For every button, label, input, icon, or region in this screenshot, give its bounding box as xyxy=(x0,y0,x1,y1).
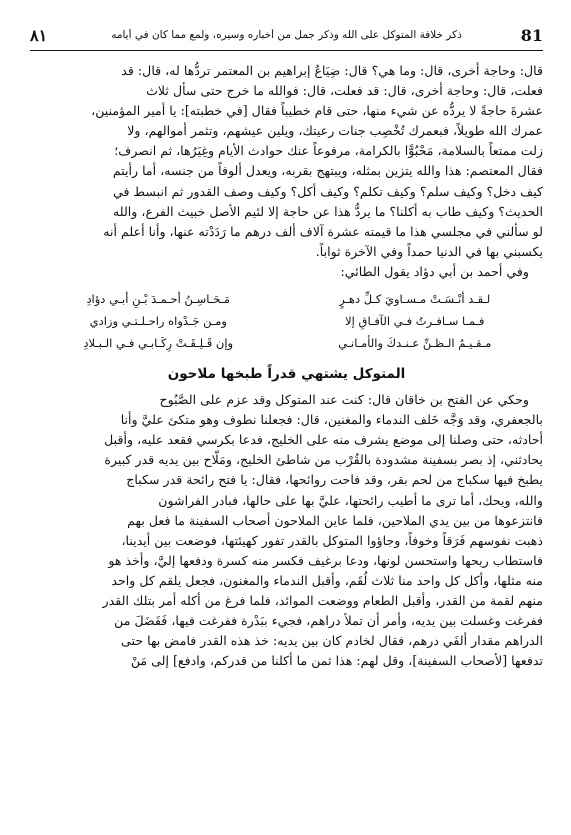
text-line: وحكي عن الفتح بن خاقان قال: كنت عند المتوكل وقد عزم على الصَّبُوح xyxy=(159,392,529,408)
verse-first-hemistich: لـقـد أنْـسَـتْ مـسـاويَ كـلِّ دهـرٍ xyxy=(339,292,491,307)
text-line: عشرةَ حاجةً لا يردُّه عن شيء منها، حتى قام خطيباً فقال [في خطبته]: يا أمير المؤمنين، xyxy=(91,103,543,119)
verse-row xyxy=(30,332,543,354)
text-line: منهم لقمة من القدر، وأقبل الطعام ووضعت الموائد، فلما فرغ من أكله أمر بتلك القدر xyxy=(102,592,543,608)
text-line: تدفعها [لأصحاب السفينة]، وقل لهم: هذا ثمن ما أكلنا من قدركم، وادفع] إلى مَنْ xyxy=(130,653,543,669)
poem-verses xyxy=(30,288,543,354)
text-line: فاستطاب ريحها واستحسن لونها، ودعا برغيف فكسر منه كسرة ودفعها إليَّ، وأخذ هو xyxy=(108,552,543,568)
section-heading: المتوكل يشتهي قدراً طبخها ملاحون xyxy=(167,366,406,383)
text-line: أحادثه، حتى وصلنا إلى موضع يشرف منه على الخليج، فدعا بكرسي فقعد عليه، وأقبل xyxy=(104,432,543,448)
verse-intro: وفي أحمد بن أبي دؤاد يقول الطائي: xyxy=(340,263,529,279)
paragraph-1 xyxy=(30,61,543,262)
page-number: 81 xyxy=(520,26,543,45)
verse-first-hemistich: مـقـيـمُ الـظـنِّ عـنـدكَ والأمـانـي xyxy=(338,336,492,351)
text-line: عمرك الله طويلاً، فبعمرك تُخْصِب جنات رعيتك، ويلين عيشهم، وتثمر أموالهم، ولا xyxy=(127,123,543,139)
verse-first-hemistich: فـمـا سـافـرتُ فـي الآفـاقِ إلا xyxy=(345,314,485,329)
verse-second-hemistich: وإن قَـلِـقَـتْ رِكَـابـي فـي الـبـلادِ xyxy=(83,336,234,351)
text-line: يطبخ فيها سكباج من لحم بقر، وقد فاحت روائحها، فقال: يا فتح رائحة قدر سكباج xyxy=(126,472,543,488)
verse-row xyxy=(30,288,543,310)
text-line: فانتزعوها من بين يدي الملاحين، فلما عاين الملاحون أصحاب السفينة ما فعل بهم xyxy=(127,512,543,528)
text-line: الدراهم مقدار ألفَي درهم، فقال لخادم كان بين يديه: خذ هذه القدر فامض بها حتى xyxy=(121,633,543,649)
text-line: فعلت، قال: وحاجة أخرى، قال: قد فعلت، قال: فوالله ما خرج حتى سأل ثلاث xyxy=(146,83,543,99)
text-line: منه مثلها، وأكل كل واحد منا ثلاث لُقَم، وأقبل الندماء والمغنون، فجعل يلقم كل واحد xyxy=(111,572,543,588)
text-line: والله، ويحك، أما ترى ما أطيب رائحتها، عليَّ بها على حالها، فبادر الفراشون xyxy=(158,492,543,508)
text-line: ذهبت نفوسهم فَرَقاً وخوفاً، وجاؤوا المتوكل بالقدر تفور كهيئتها، فوضعت بين أيدينا، xyxy=(121,532,543,548)
text-line: يحادثني، إذ بصر بسفينة مشدودة بالقُرْب من شاطئ الخليج، ومَلّاح بين يديه قدر كبيرة xyxy=(104,452,543,468)
page-number-arabic: ٨١ xyxy=(30,26,48,45)
running-head xyxy=(30,26,543,51)
verse-row xyxy=(30,310,543,332)
text-line: لو سألني في مجلسي هذا ما قيمته عشرة آلاف ألف درهم ما رَدَدْته عنها، وأنا أعلم أنه xyxy=(103,223,543,239)
verse-second-hemistich: ومـن جَـدْواه راحـلـتـي وزادي xyxy=(89,314,227,329)
verse-second-hemistich: مَـحَـاسِـنُ أحـمـدَ بْـنِ أبـي دؤادِ xyxy=(86,292,231,307)
text-line: يكسبني بها في الدنيا حمداً وفي الآخرة ثواباً. xyxy=(315,243,543,259)
text-line: زلت ممتعاً بالسلامة، مَحْبُوًّا بالكرامة، مرفوعاً عنك حوادث الأيام وغِيَرُها، ثم انصرف؛ xyxy=(114,143,543,159)
text-line: بالجعفري، وقد وَجَّه خَلف الندماء والمغنين، قال: فجعلنا نطوف وهو متكئ عليَّ وأنا xyxy=(120,412,543,428)
text-line: قال: وحاجة أخرى، قال: وما هي؟ قال: ضِيَاعُ إبراهيم بن المعتمر تردُّها له، قال: قد xyxy=(121,63,543,78)
running-head-title: ذكر خلافة المتوكل على الله وذكر جمل من أخباره وسيره، ولمع مما كان في أيامه xyxy=(111,29,462,41)
text-line: فقال المعتصم: هذا والله يتزين بمثله، ويبتهج بقربه، ويعدل ألوفاً من جنسه، أما رأيتم xyxy=(112,163,543,179)
paragraph-2 xyxy=(30,390,543,671)
book-page xyxy=(30,26,543,825)
text-line: الحديث؟ وكيف طاب به أكلنا؟ ما يردُّ هذا عن حاجة إلا لئيم الأصل خبيث الفرع، والله xyxy=(113,203,543,219)
text-line: كيف دخل؟ وكيف سلم؟ وكيف تكلم؟ وكيف أكل؟ وكيف وصف القدور ثم انبسط في xyxy=(112,183,543,199)
text-line: ففرغت وغسلت بين يديه، وأمر أن تملأ دراهم، فجيء ببَدْرة ففرغت فيها، فَفَضَلَ من xyxy=(114,613,543,629)
